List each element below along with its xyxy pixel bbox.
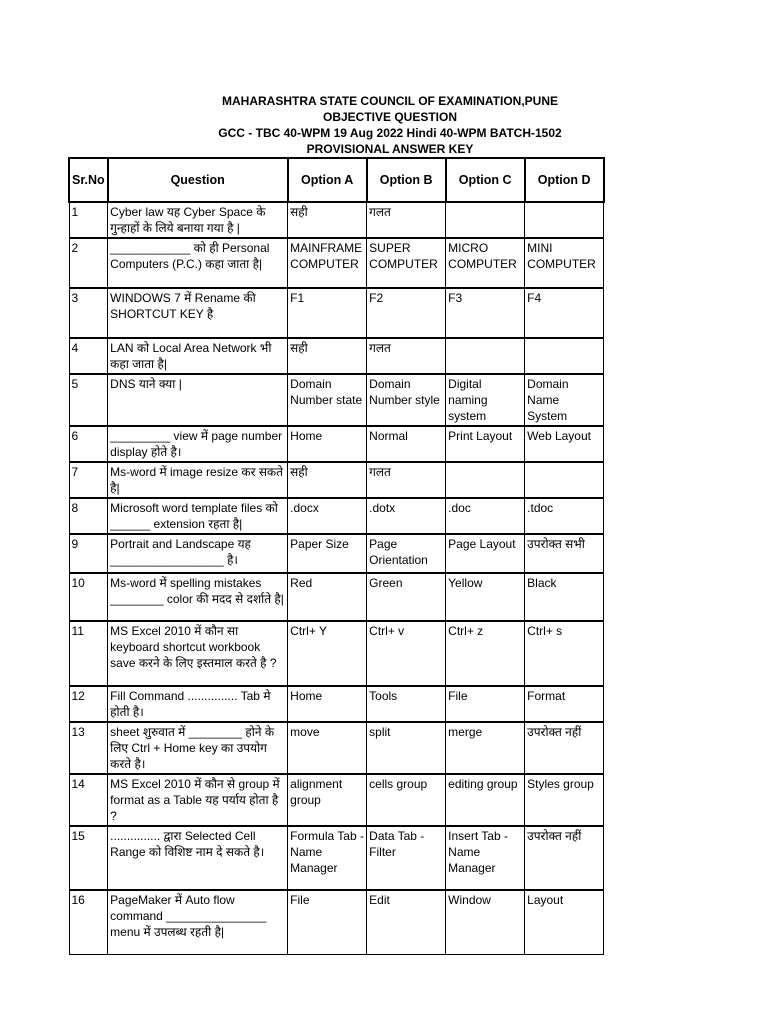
- table-row: [69, 722, 604, 774]
- header-option-a: Option A: [288, 158, 367, 202]
- option-a-cell: move: [288, 722, 367, 774]
- header-option-c: Option C: [446, 158, 525, 202]
- table-row: [69, 621, 604, 686]
- option-c-cell: [446, 462, 525, 498]
- sr-cell: 13: [69, 722, 108, 774]
- option-d-cell: Format: [525, 686, 604, 722]
- answer-key-table: [68, 157, 605, 955]
- table-row: [69, 498, 604, 534]
- option-a-cell: Red: [288, 573, 367, 621]
- sr-cell: 5: [69, 374, 108, 426]
- option-c-cell: merge: [446, 722, 525, 774]
- option-b-cell: Data Tab - Filter: [367, 826, 446, 890]
- option-a-cell: alignment group: [288, 774, 367, 826]
- option-d-cell: Ctrl+ s: [525, 621, 604, 686]
- question-cell: Portrait and Landscape यह _________________ है।: [108, 534, 288, 573]
- option-d-cell: Web Layout: [525, 426, 604, 462]
- option-c-cell: [446, 202, 525, 238]
- option-d-cell: [525, 202, 604, 238]
- question-cell: MS Excel 2010 में कौन सा keyboard shortcut workbook save करने के लिए इस्तमाल करते है ?: [108, 621, 288, 686]
- council-title: MAHARASHTRA STATE COUNCIL OF EXAMINATION,PUNE: [222, 94, 558, 108]
- header-question: Question: [108, 158, 288, 202]
- header-sr-no: Sr.No: [69, 158, 108, 202]
- option-c-cell: Insert Tab - Name Manager: [446, 826, 525, 890]
- sr-cell: 7: [69, 462, 108, 498]
- option-b-cell: गलत: [367, 462, 446, 498]
- question-cell: Fill Command ............... Tab मे होती है।: [108, 686, 288, 722]
- question-cell: Ms-word में spelling mistakes ________ color की मदद से दर्शाते है|: [108, 573, 288, 621]
- sr-cell: 3: [69, 288, 108, 338]
- option-c-cell: Digital naming system: [446, 374, 525, 426]
- option-a-cell: File: [288, 890, 367, 954]
- header-option-d: Option D: [525, 158, 604, 202]
- question-cell: _________ view में page number display होते है।: [108, 426, 288, 462]
- table-row: [69, 826, 604, 890]
- document-subtitle: OBJECTIVE QUESTION: [322, 110, 458, 124]
- option-a-cell: Home: [288, 686, 367, 722]
- table-row: [69, 686, 604, 722]
- table-row: [69, 238, 604, 288]
- option-a-cell: सही: [288, 338, 367, 374]
- option-d-cell: [525, 462, 604, 498]
- option-a-cell: F1: [288, 288, 367, 338]
- sr-cell: 11: [69, 621, 108, 686]
- sr-cell: 14: [69, 774, 108, 826]
- option-c-cell: File: [446, 686, 525, 722]
- table-row: [69, 534, 604, 573]
- question-cell: ____________ को ही Personal Computers (P.C.) कहा जाता है|: [108, 238, 288, 288]
- sr-cell: 9: [69, 534, 108, 573]
- sr-cell: 1: [69, 202, 108, 238]
- option-b-cell: .dotx: [367, 498, 446, 534]
- option-c-cell: .doc: [446, 498, 525, 534]
- table-row: [69, 338, 604, 374]
- option-d-cell: Domain Name System: [525, 374, 604, 426]
- sr-cell: 12: [69, 686, 108, 722]
- option-c-cell: Print Layout: [446, 426, 525, 462]
- question-cell: MS Excel 2010 में कौन से group में format as a Table यह पर्याय होता है ?: [108, 774, 288, 826]
- option-a-cell: Home: [288, 426, 367, 462]
- option-b-cell: cells group: [367, 774, 446, 826]
- option-d-cell: MINI COMPUTER: [525, 238, 604, 288]
- option-a-cell: MAINFRAME COMPUTER: [288, 238, 367, 288]
- sr-cell: 4: [69, 338, 108, 374]
- table-row: [69, 426, 604, 462]
- option-d-cell: Layout: [525, 890, 604, 954]
- option-b-cell: split: [367, 722, 446, 774]
- option-c-cell: Ctrl+ z: [446, 621, 525, 686]
- option-a-cell: .docx: [288, 498, 367, 534]
- option-a-cell: सही: [288, 202, 367, 238]
- question-cell: Ms-word में image resize कर सकते है|: [108, 462, 288, 498]
- table-row: [69, 462, 604, 498]
- table-row: [69, 374, 604, 426]
- option-b-cell: F2: [367, 288, 446, 338]
- option-b-cell: Ctrl+ v: [367, 621, 446, 686]
- table-header-row: [69, 158, 604, 202]
- sr-cell: 15: [69, 826, 108, 890]
- header-option-b: Option B: [367, 158, 446, 202]
- exam-details: GCC - TBC 40-WPM 19 Aug 2022 Hindi 40-WPM BATCH-1502: [218, 126, 562, 140]
- option-d-cell: Black: [525, 573, 604, 621]
- option-d-cell: [525, 338, 604, 374]
- option-b-cell: गलत: [367, 338, 446, 374]
- document-header: [0, 93, 770, 157]
- option-d-cell: उपरोक्त नहीं: [525, 826, 604, 890]
- option-d-cell: .tdoc: [525, 498, 604, 534]
- option-c-cell: editing group: [446, 774, 525, 826]
- option-b-cell: गलत: [367, 202, 446, 238]
- option-c-cell: F3: [446, 288, 525, 338]
- question-cell: LAN को Local Area Network भी कहा जाता है|: [108, 338, 288, 374]
- sr-cell: 6: [69, 426, 108, 462]
- question-cell: ............... द्वारा Selected Cell Range को विशिष्ट नाम दे सकते है।: [108, 826, 288, 890]
- option-b-cell: Tools: [367, 686, 446, 722]
- option-a-cell: Domain Number state: [288, 374, 367, 426]
- table-row: [69, 288, 604, 338]
- option-b-cell: Normal: [367, 426, 446, 462]
- question-cell: sheet शुरुवात में ________ होने के लिए Ctrl + Home key का उपयोग करते है।: [108, 722, 288, 774]
- question-cell: DNS याने क्या |: [108, 374, 288, 426]
- option-b-cell: SUPER COMPUTER: [367, 238, 446, 288]
- table-row: [69, 774, 604, 826]
- option-a-cell: Formula Tab - Name Manager: [288, 826, 367, 890]
- option-a-cell: Ctrl+ Y: [288, 621, 367, 686]
- question-cell: PageMaker में Auto flow command _______________ menu में उपलब्ध रहती है|: [108, 890, 288, 954]
- table-row: [69, 202, 604, 238]
- option-c-cell: Window: [446, 890, 525, 954]
- option-c-cell: MICRO COMPUTER: [446, 238, 525, 288]
- answer-key-title: PROVISIONAL ANSWER KEY: [306, 142, 474, 156]
- question-cell: WINDOWS 7 में Rename की SHORTCUT KEY है: [108, 288, 288, 338]
- option-d-cell: Styles group: [525, 774, 604, 826]
- sr-cell: 10: [69, 573, 108, 621]
- option-b-cell: Page Orientation: [367, 534, 446, 573]
- option-d-cell: उपरोक्त नहीं: [525, 722, 604, 774]
- table-row: [69, 890, 604, 954]
- option-b-cell: Edit: [367, 890, 446, 954]
- option-a-cell: Paper Size: [288, 534, 367, 573]
- option-d-cell: उपरोक्त सभी: [525, 534, 604, 573]
- option-c-cell: [446, 338, 525, 374]
- option-c-cell: Yellow: [446, 573, 525, 621]
- option-c-cell: Page Layout: [446, 534, 525, 573]
- question-cell: Microsoft word template files को ______ extension रहता है|: [108, 498, 288, 534]
- option-b-cell: Green: [367, 573, 446, 621]
- sr-cell: 16: [69, 890, 108, 954]
- table-row: [69, 573, 604, 621]
- option-a-cell: सही: [288, 462, 367, 498]
- sr-cell: 8: [69, 498, 108, 534]
- option-d-cell: F4: [525, 288, 604, 338]
- question-cell: Cyber law यह Cyber Space के गुन्हाहों के लिये बनाया गया है |: [108, 202, 288, 238]
- option-b-cell: Domain Number style: [367, 374, 446, 426]
- sr-cell: 2: [69, 238, 108, 288]
